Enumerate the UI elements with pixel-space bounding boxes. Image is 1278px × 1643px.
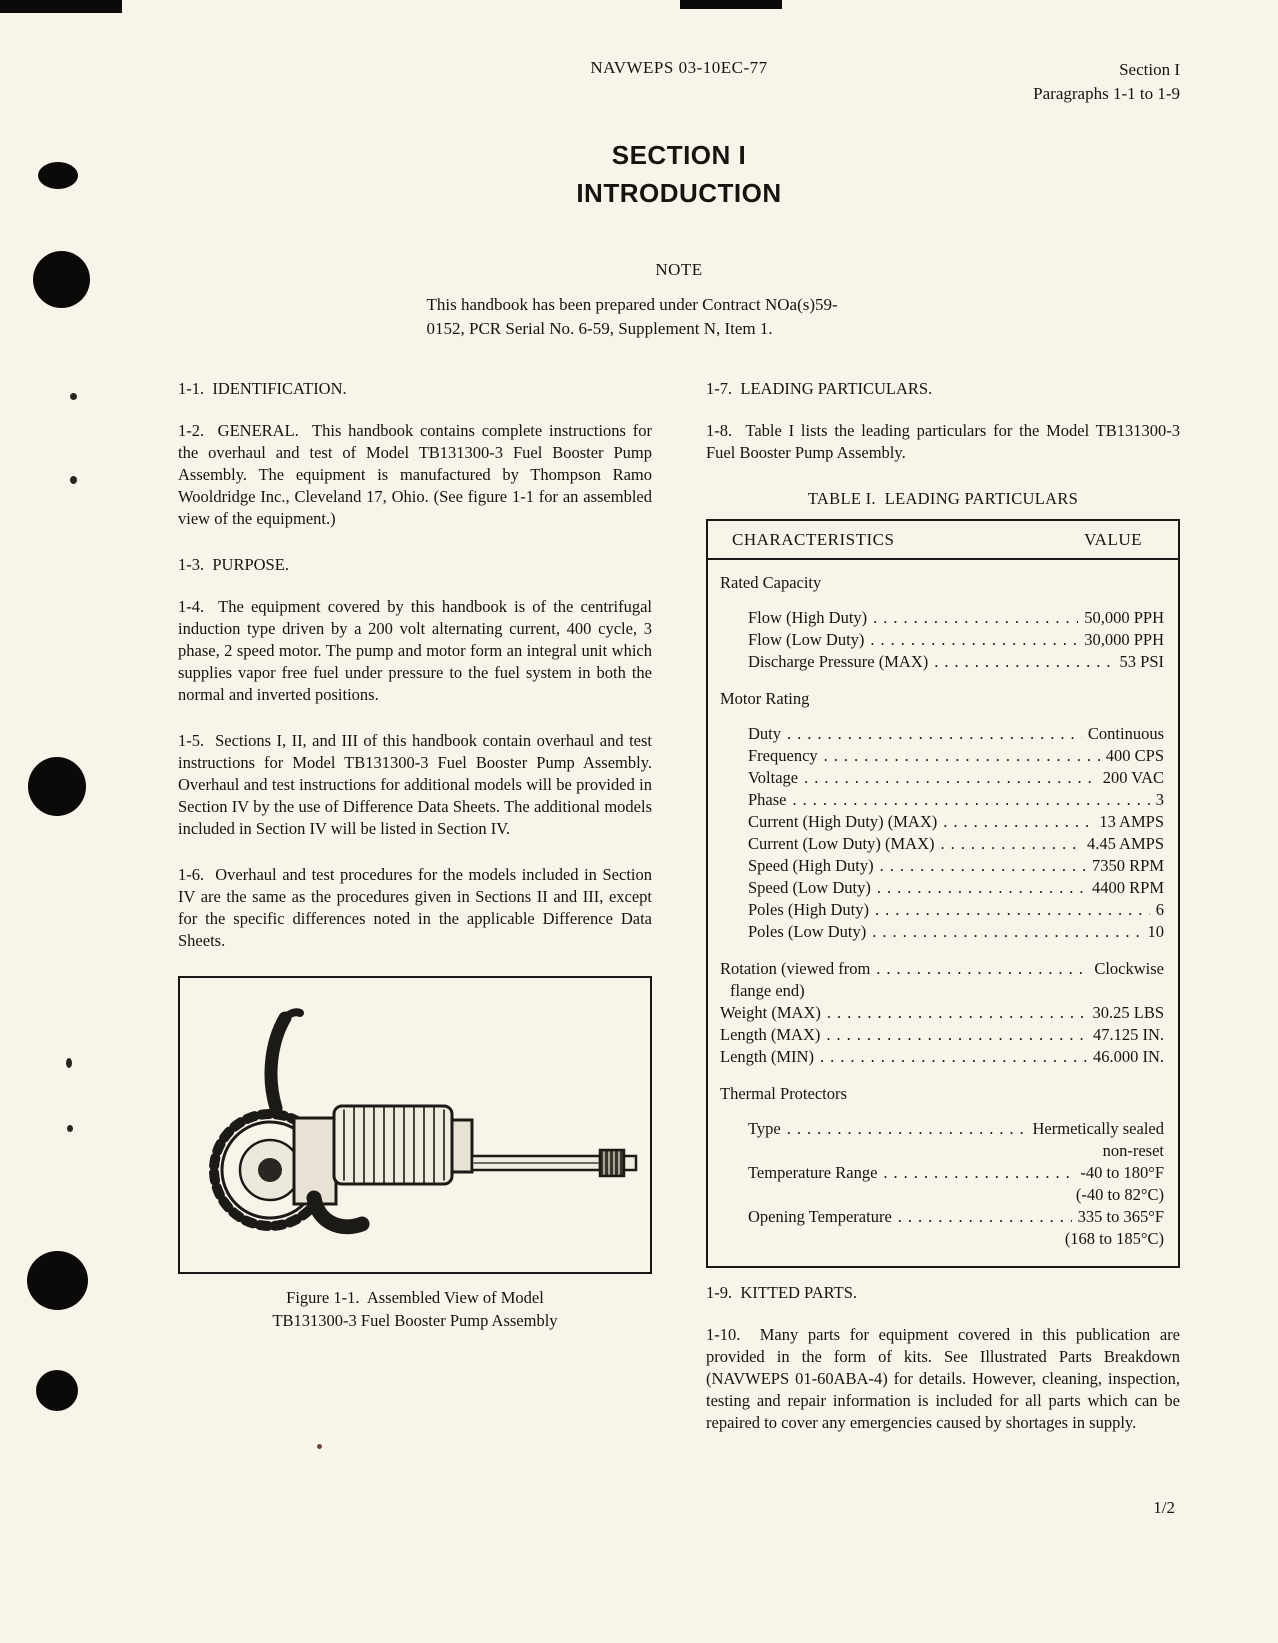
dot-leader bbox=[870, 629, 1078, 651]
row-label: Temperature Range bbox=[748, 1163, 878, 1182]
row-label: Current (High Duty) (MAX) bbox=[748, 812, 938, 831]
paragraph-1-7: 1-7. LEADING PARTICULARS. bbox=[706, 379, 933, 398]
table-row bbox=[748, 1206, 1164, 1250]
table-row-line bbox=[748, 607, 1164, 629]
table-row bbox=[748, 921, 1164, 943]
table-row bbox=[748, 899, 1164, 921]
row-value: 400 CPS bbox=[1105, 746, 1164, 765]
table-row bbox=[748, 767, 1164, 789]
paragraph-1-3: 1-3. PURPOSE. bbox=[178, 555, 289, 574]
table-rows bbox=[720, 607, 1164, 673]
dot-leader bbox=[872, 921, 1141, 943]
paragraph-1-6: 1-6. Overhaul and test procedures for the models included in Section IV are the same as the procedures given in Sections II and III, except for the specific differences noted in the applicable Difference Data Sheets. bbox=[178, 865, 652, 950]
table-group bbox=[720, 688, 1164, 943]
row-label: Rotation (viewed from bbox=[720, 959, 871, 978]
note-body bbox=[427, 293, 932, 341]
row-label: Voltage bbox=[748, 768, 799, 787]
row-value: Hermetically sealed bbox=[1032, 1119, 1164, 1138]
row-value: 4.45 AMPS bbox=[1086, 834, 1164, 853]
dot-leader bbox=[787, 723, 1082, 745]
table-row bbox=[748, 789, 1164, 811]
row-value: 53 PSI bbox=[1119, 652, 1164, 671]
binder-mark bbox=[33, 251, 90, 308]
section-title bbox=[178, 136, 1180, 212]
row-value: 3 bbox=[1155, 790, 1164, 809]
note-heading: NOTE bbox=[655, 260, 703, 279]
row-label: Type bbox=[748, 1119, 781, 1138]
table-row-line bbox=[748, 789, 1164, 811]
table-row-line bbox=[748, 811, 1164, 833]
row-label: Poles (High Duty) bbox=[748, 900, 869, 919]
paragraph-1-5: 1-5. Sections I, II, and III of this handbook contain overhaul and test instructions for Model TB131300-3 Fuel Booster Pump Assembly. Overhaul and test instructions for additional models will be provided in Section IV by the use of Difference Data Sheets. The additional models included in Section IV will be listed in Section IV. bbox=[178, 731, 652, 838]
paragraph-1-4: 1-4. The equipment covered by this handbook is of the centrifugal induction type driven by a 200 volt alternating current, 400 cycle, 3 phase, 2 speed motor. The pump and motor form an integral unit which supplies vapor free fuel under pressure to the fuel system in both the normal and inverted positions. bbox=[178, 597, 652, 704]
table-row bbox=[720, 1024, 1164, 1046]
table-row-line bbox=[748, 877, 1164, 899]
table-row bbox=[748, 651, 1164, 673]
figure-caption bbox=[178, 1286, 652, 1332]
table-row bbox=[748, 1162, 1164, 1206]
table-row bbox=[748, 607, 1164, 629]
scan-speck bbox=[317, 1444, 322, 1449]
table-row bbox=[720, 1002, 1164, 1024]
dot-leader bbox=[787, 1118, 1027, 1140]
right-column bbox=[706, 378, 1180, 1458]
row-value: -40 to 180°F bbox=[1080, 1163, 1164, 1182]
table-group-heading: Motor Rating bbox=[720, 689, 810, 708]
table-row-line bbox=[748, 629, 1164, 651]
paragraph-1-1: 1-1. IDENTIFICATION. bbox=[178, 379, 347, 398]
table-row-line bbox=[748, 1162, 1164, 1184]
table-row bbox=[748, 745, 1164, 767]
scan-speck bbox=[66, 1058, 72, 1068]
table-row bbox=[720, 958, 1164, 1002]
document-number: NAVWEPS 03-10EC-77 bbox=[590, 58, 768, 77]
table-row-line bbox=[748, 921, 1164, 943]
scan-artifact-bar-top-right bbox=[680, 0, 782, 9]
row-value: 7350 RPM bbox=[1092, 856, 1164, 875]
dot-leader bbox=[934, 651, 1113, 673]
section-label: Section I bbox=[1119, 60, 1180, 79]
table-row bbox=[748, 877, 1164, 899]
dot-leader bbox=[824, 745, 1100, 767]
row-value: 10 bbox=[1147, 922, 1164, 941]
dot-leader bbox=[883, 1162, 1074, 1184]
paragraph-1-2: 1-2. GENERAL. This handbook contains complete instructions for the overhaul and test of Model TB131300-3 Fuel Booster Pump Assembly. The equipment is manufactured by Thompson Ramo Wooldridge Inc., Cleveland 17, Ohio. (See figure 1-1 for an assembled view of the equipment.) bbox=[178, 421, 652, 528]
row-value: Clockwise bbox=[1094, 959, 1164, 978]
figure-caption-line2: TB131300-3 Fuel Booster Pump Assembly bbox=[272, 1311, 558, 1330]
table-row-line bbox=[720, 1024, 1164, 1046]
table-row bbox=[748, 1118, 1164, 1162]
row-label: Poles (Low Duty) bbox=[748, 922, 867, 941]
table-title: TABLE I. LEADING PARTICULARS bbox=[807, 489, 1079, 508]
table-row bbox=[748, 723, 1164, 745]
table-row-line bbox=[748, 651, 1164, 673]
table-group-heading: Rated Capacity bbox=[720, 573, 822, 592]
section-title-line1: SECTION I bbox=[611, 140, 747, 170]
table-header-row bbox=[708, 521, 1178, 560]
row-label: Duty bbox=[748, 724, 781, 743]
table-row bbox=[720, 1046, 1164, 1068]
table-header-value: VALUE bbox=[1084, 530, 1142, 549]
table-row-line bbox=[720, 1002, 1164, 1024]
table-group-heading: Thermal Protectors bbox=[720, 1084, 847, 1103]
row-value: 30,000 PPH bbox=[1084, 630, 1164, 649]
row-label: Speed (High Duty) bbox=[748, 856, 874, 875]
row-label: Length (MIN) bbox=[720, 1047, 814, 1066]
table-row-line bbox=[748, 1118, 1164, 1140]
dot-leader bbox=[873, 607, 1078, 629]
dot-leader bbox=[943, 811, 1093, 833]
table-row-line bbox=[748, 767, 1164, 789]
row-label: Flow (High Duty) bbox=[748, 608, 868, 627]
table-row-line bbox=[720, 1046, 1164, 1068]
row-value: 47.125 IN. bbox=[1092, 1025, 1164, 1044]
leading-particulars-table bbox=[706, 519, 1180, 1268]
table-group bbox=[720, 572, 1164, 673]
row-label: Opening Temperature bbox=[748, 1207, 892, 1226]
row-label-continuation: flange end) bbox=[730, 981, 805, 1000]
dot-leader bbox=[876, 958, 1088, 980]
table-rows bbox=[720, 723, 1164, 943]
dot-leader bbox=[827, 1002, 1087, 1024]
dot-leader bbox=[880, 855, 1086, 877]
table-row-line bbox=[720, 958, 1164, 980]
table-group bbox=[720, 958, 1164, 1068]
table-row-line bbox=[748, 723, 1164, 745]
note-block bbox=[178, 260, 1180, 341]
dot-leader bbox=[898, 1206, 1072, 1228]
scan-speck bbox=[70, 476, 77, 484]
page-header-area bbox=[178, 58, 1180, 341]
row-value: Continuous bbox=[1087, 724, 1164, 743]
dot-leader bbox=[877, 877, 1086, 899]
row-label: Speed (Low Duty) bbox=[748, 878, 871, 897]
row-value-continuation: (-40 to 82°C) bbox=[1075, 1185, 1164, 1204]
figure-1-1 bbox=[178, 976, 652, 1274]
note-line: 0152, PCR Serial No. 6-59, Supplement N, Item 1. bbox=[426, 319, 773, 338]
paragraphs-range-label: Paragraphs 1-1 to 1-9 bbox=[1033, 84, 1180, 103]
table-row-line bbox=[748, 899, 1164, 921]
row-value-continuation: non-reset bbox=[1102, 1141, 1164, 1160]
scan-artifact-bar-top-left bbox=[0, 0, 122, 13]
row-label: Weight (MAX) bbox=[720, 1003, 821, 1022]
binder-mark bbox=[28, 757, 86, 816]
row-value-continuation: (168 to 185°C) bbox=[1064, 1229, 1164, 1248]
table-row-line bbox=[748, 1206, 1164, 1228]
row-value: 4400 RPM bbox=[1092, 878, 1164, 897]
scan-speck bbox=[70, 393, 77, 400]
paragraph-1-9: 1-9. KITTED PARTS. bbox=[706, 1283, 858, 1302]
table-row bbox=[748, 833, 1164, 855]
binder-mark bbox=[36, 1370, 78, 1411]
dot-leader bbox=[875, 899, 1150, 921]
dot-leader bbox=[820, 1046, 1087, 1068]
table-body bbox=[708, 560, 1178, 1266]
figure-caption-line1: Figure 1-1. Assembled View of Model bbox=[286, 1288, 544, 1307]
left-column bbox=[178, 378, 652, 1332]
dot-leader bbox=[793, 789, 1150, 811]
table-row bbox=[748, 629, 1164, 651]
row-label: Discharge Pressure (MAX) bbox=[748, 652, 929, 671]
row-value: 50,000 PPH bbox=[1084, 608, 1164, 627]
row-label: Current (Low Duty) (MAX) bbox=[748, 834, 935, 853]
row-value: 13 AMPS bbox=[1099, 812, 1164, 831]
running-header bbox=[178, 58, 1180, 110]
binder-mark bbox=[38, 162, 78, 189]
paragraph-1-8: 1-8. Table I lists the leading particulars for the Model TB131300-3 Fuel Booster Pump Assembly. bbox=[706, 421, 1180, 462]
pump-illustration bbox=[182, 980, 648, 1270]
table-row bbox=[748, 811, 1164, 833]
row-value: 200 VAC bbox=[1102, 768, 1164, 787]
header-right-block bbox=[1033, 58, 1180, 106]
section-title-line2: INTRODUCTION bbox=[576, 178, 782, 208]
dot-leader bbox=[804, 767, 1097, 789]
row-label: Phase bbox=[748, 790, 787, 809]
row-value: 46.000 IN. bbox=[1092, 1047, 1164, 1066]
row-value: 30.25 LBS bbox=[1092, 1003, 1164, 1022]
table-group bbox=[720, 1083, 1164, 1250]
scan-speck bbox=[67, 1125, 73, 1132]
row-label: Frequency bbox=[748, 746, 818, 765]
dot-leader bbox=[826, 1024, 1087, 1046]
table-rows bbox=[720, 1118, 1164, 1250]
table-row-line bbox=[748, 745, 1164, 767]
row-value: 335 to 365°F bbox=[1077, 1207, 1164, 1226]
page-number: 1/2 bbox=[1153, 1498, 1175, 1517]
table-row bbox=[748, 855, 1164, 877]
table-row-line bbox=[748, 833, 1164, 855]
row-value: 6 bbox=[1155, 900, 1164, 919]
dot-leader bbox=[941, 833, 1081, 855]
table-header-characteristics: CHARACTERISTICS bbox=[732, 530, 895, 549]
row-label: Flow (Low Duty) bbox=[748, 630, 865, 649]
binder-mark bbox=[27, 1251, 88, 1310]
table-rows bbox=[720, 958, 1164, 1068]
paragraph-1-10: 1-10. Many parts for equipment covered in this publication are provided in the form of kits. See Illustrated Parts Breakdown (NAVWEPS 01-60ABA-4) for details. However, cleaning, inspection, testing and repair information is included for all parts which can be repaired to cover any emergencies caused by shortages in supply. bbox=[706, 1325, 1180, 1432]
table-row-line bbox=[748, 855, 1164, 877]
row-label: Length (MAX) bbox=[720, 1025, 821, 1044]
note-line: This handbook has been prepared under Contract NOa(s)59- bbox=[426, 295, 838, 314]
